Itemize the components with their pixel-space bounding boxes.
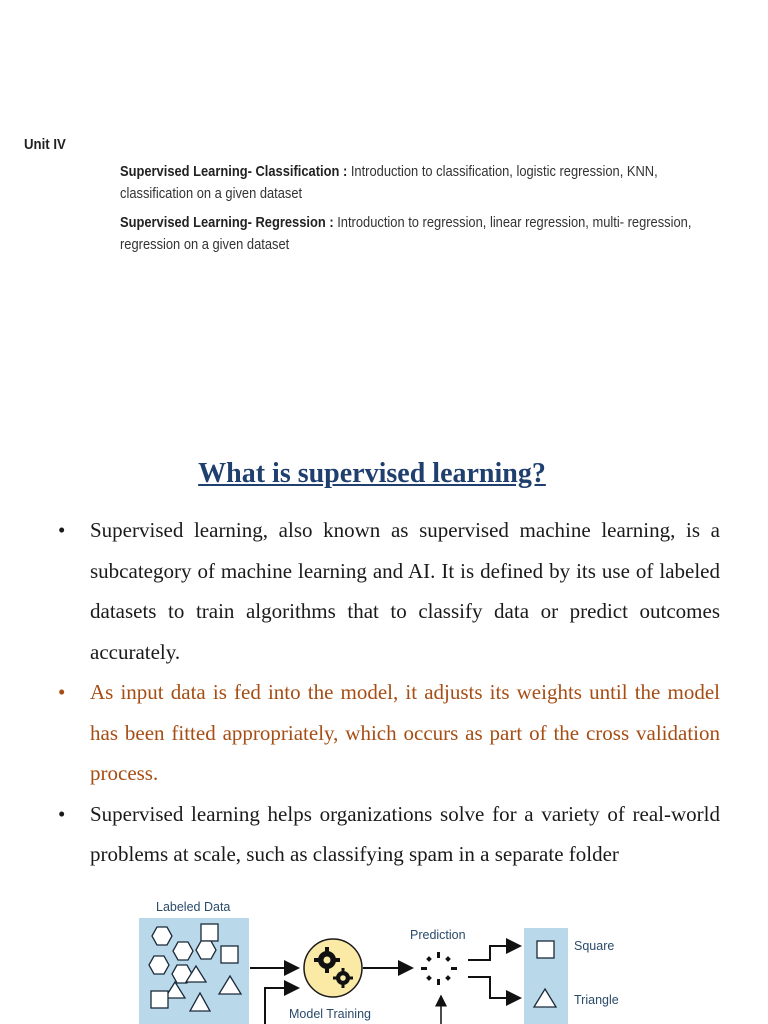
syllabus-regression-text: Introduction to regression, linear regression, multi- regression, regression on a given dataset: [120, 214, 692, 253]
syllabus-regression: [120, 212, 722, 256]
bullet-item: [58, 672, 720, 794]
square-shape: [151, 991, 168, 1008]
bullet-item: [58, 794, 720, 875]
prediction-burst-icon: [421, 952, 457, 985]
model-training-label: Model Training: [289, 1007, 371, 1021]
bullet-dot: •: [58, 518, 66, 542]
unit-label: Unit IV: [24, 136, 66, 153]
syllabus-classification: [120, 161, 722, 205]
page-title: What is supervised learning?: [198, 458, 546, 489]
syllabus-classification-text: Introduction to classification, logistic regression, KNN, classification on a given dataset: [120, 163, 658, 202]
arrow-to-square: [468, 946, 520, 960]
square-output-shape: [537, 941, 554, 958]
bullet-dot: •: [58, 680, 66, 704]
syllabus-classification-title: Supervised Learning- Classification :: [120, 163, 348, 180]
prediction-label: Prediction: [410, 928, 466, 942]
square-shape: [221, 946, 238, 963]
triangle-label: Triangle: [574, 993, 619, 1007]
model-node: [304, 939, 362, 997]
arrow-to-triangle: [468, 977, 520, 998]
hexagon-shape: [152, 927, 172, 945]
bullet-text: Supervised learning helps organizations solve for a variety of real-world problems at scale, such as classifying spam in a separate folder: [90, 801, 720, 866]
bullet-item: [58, 510, 720, 672]
hexagon-shape: [173, 942, 193, 960]
labeled-data-label: Labeled Data: [156, 900, 231, 914]
square-label: Square: [574, 939, 615, 953]
syllabus-regression-title: Supervised Learning- Regression :: [120, 214, 334, 231]
bullet-dot: •: [58, 801, 66, 826]
bullet-text: Supervised learning, also known as supervised machine learning, is a subcategory of machine learning and AI. It is defined by its use of labeled datasets to train algorithms that to classify data or predict outcomes accurately.: [90, 518, 720, 664]
bullet-text: As input data is fed into the model, it adjusts its weights until the model has been fitted appropriately, which occurs as part of the cross validation process.: [90, 680, 720, 785]
supervised-learning-diagram: [0, 880, 768, 1024]
square-shape: [201, 924, 218, 941]
hexagon-shape: [196, 941, 216, 959]
bullet-list: [58, 510, 720, 875]
hexagon-shape: [149, 956, 169, 974]
